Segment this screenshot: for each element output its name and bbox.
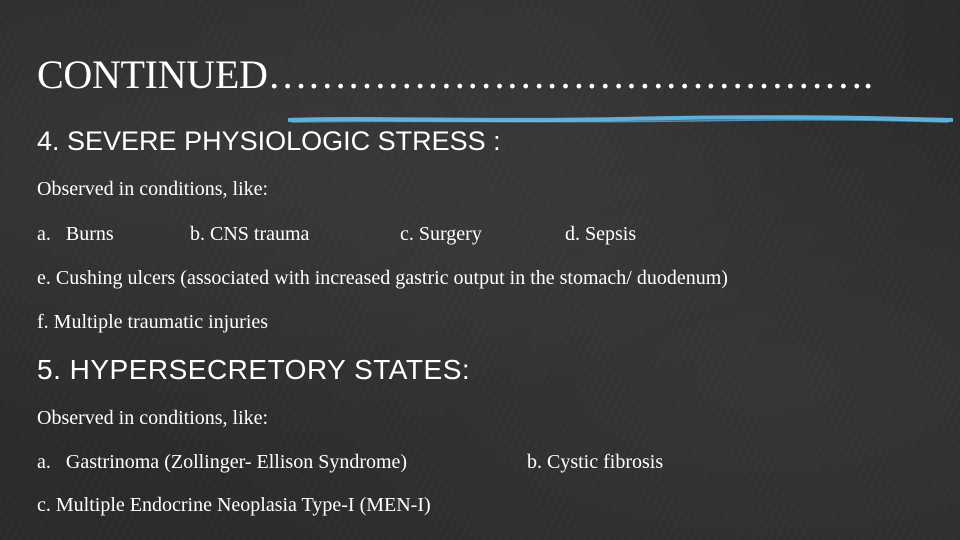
slide-title: CONTINUED………………………………………. — [37, 52, 873, 97]
section4-item-a: a. Burns — [37, 223, 114, 245]
section5-item-c: c. Multiple Endocrine Neoplasia Type-I (MEN-I) — [37, 494, 431, 516]
section4-heading: 4. SEVERE PHYSIOLOGIC STRESS : — [37, 126, 501, 156]
section5-intro: Observed in conditions, like: — [37, 407, 269, 429]
section4-item-c: c. Surgery — [400, 223, 482, 245]
section4-item-d: d. Sepsis — [565, 223, 637, 245]
section4-item-b: b. CNS trauma — [190, 223, 310, 245]
section5-item-b: b. Cystic fibrosis — [527, 451, 664, 473]
section4-intro: Observed in conditions, like: — [37, 178, 269, 200]
section4-item-e: e. Cushing ulcers (associated with increased gastric output in the stomach/ duodenum) — [37, 267, 728, 289]
section5-item-a: a. Gastrinoma (Zollinger- Ellison Syndrome) — [37, 451, 408, 473]
section5-heading: 5. HYPERSECRETORY STATES: — [37, 354, 471, 385]
section4-item-f: f. Multiple traumatic injuries — [37, 311, 269, 333]
